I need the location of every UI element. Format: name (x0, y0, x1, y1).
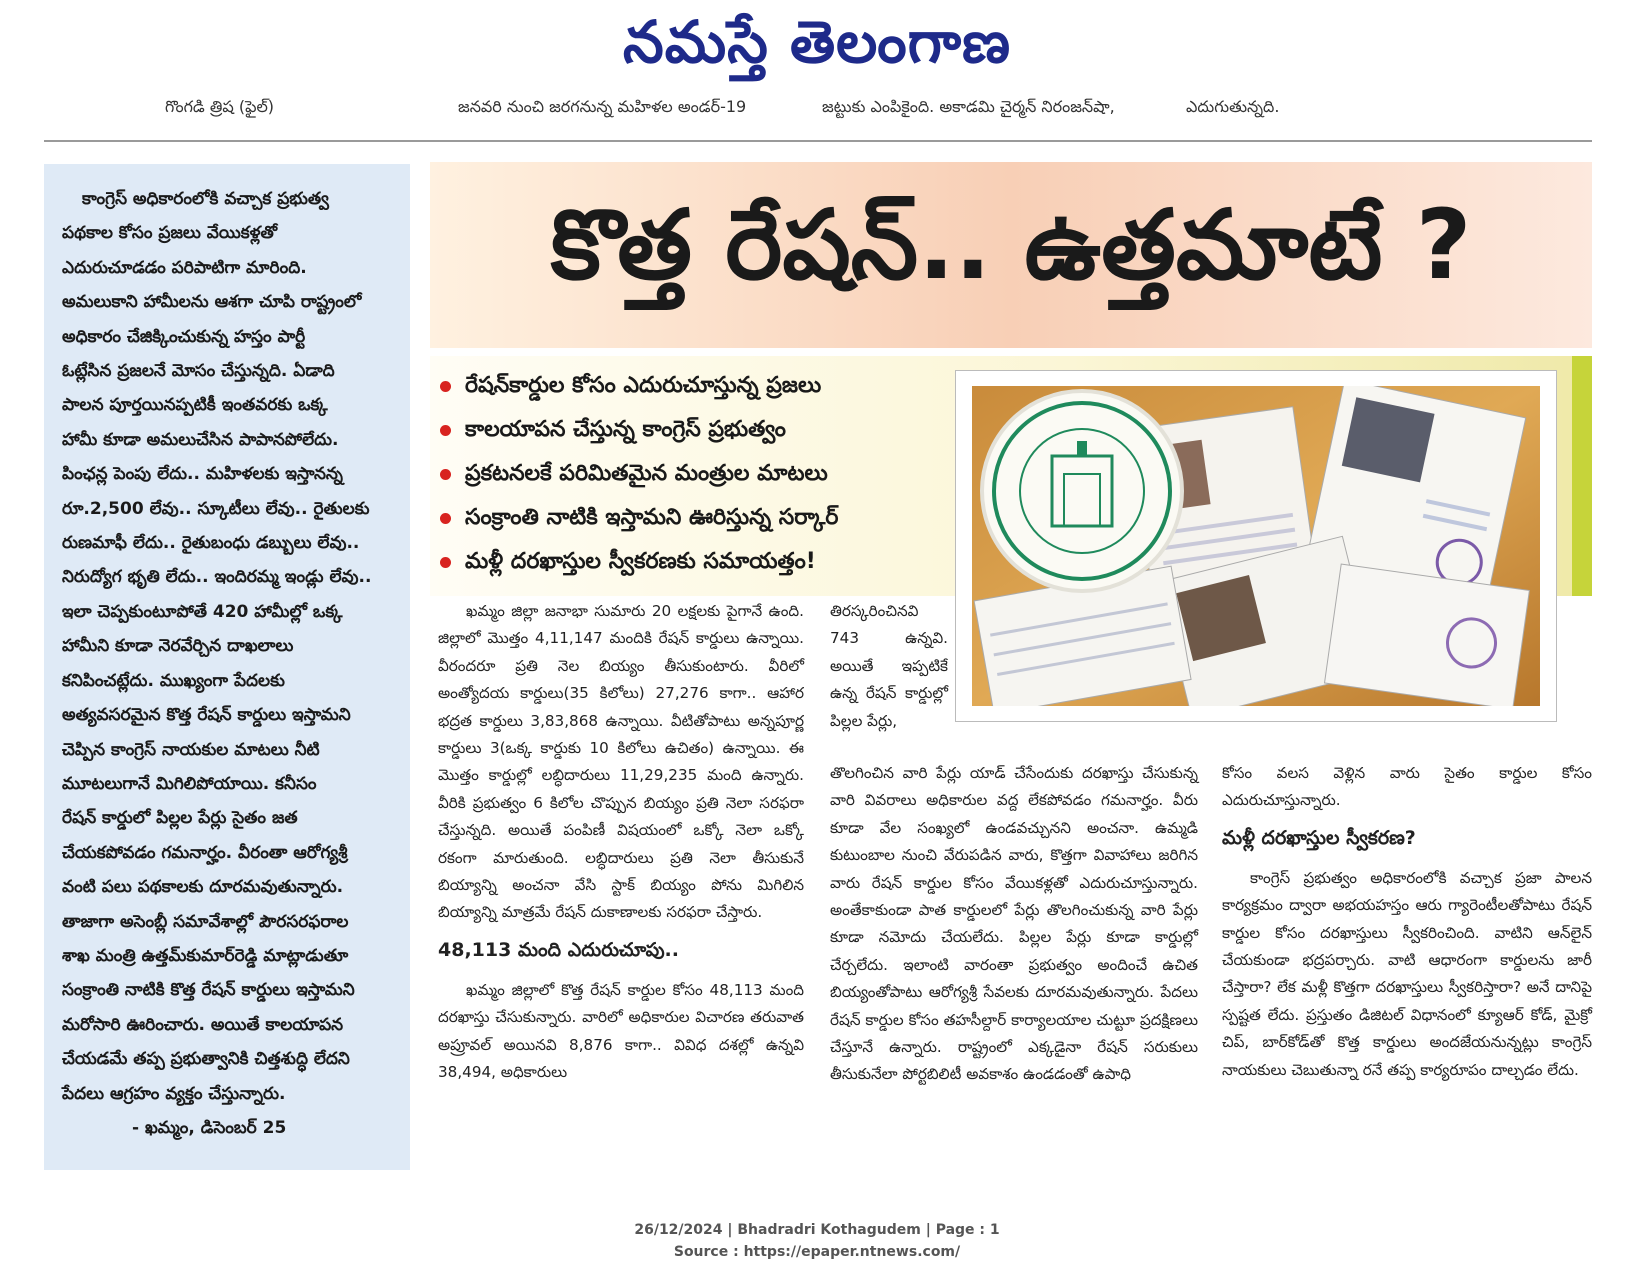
sidebar-line: అత్యవసరమైన కొత్త రేషన్ కార్డులు ఇస్తామని (62, 705, 351, 726)
sidebar-line: చేయడమే తప్ప ప్రభుత్వానికి చిత్తశుద్ధి లేదని (62, 1049, 350, 1070)
article-paragraph: కోసం వలస వెళ్లిన వారు సైతం కార్డుల కోసం ఎదురుచూస్తున్నారు. (1222, 764, 1592, 810)
highlight-item (440, 496, 960, 540)
highlight-item (440, 452, 960, 496)
article-paragraph: తిరస్కరించినవి 743 ఉన్నవి. అయితే ఇప్పటికే ఉన్న రేషన్ కార్డుల్లో పిల్లల పేర్లు, (830, 602, 948, 730)
highlight-text: సంక్రాంతి నాటికి ఇస్తామని ఊరిస్తున్న సర్కార్ (465, 505, 839, 530)
sidebar-line: రూ.2,500 లేవు.. స్కూటీలు లేవు.. రైతులకు (62, 498, 370, 519)
bullet-dot-icon (440, 469, 451, 480)
highlight-text: రేషన్‌కార్డుల కోసం ఎదురుచూస్తున్న ప్రజలు (465, 373, 822, 398)
highlight-text: ప్రకటనలకే పరిమితమైన మంత్రుల మాటలు (465, 461, 828, 486)
caption-strip-middle: జనవరి నుంచి జరగనున్న మహిళల అండర్-19 (458, 97, 747, 116)
sidebar-line: అధికారం చేజిక్కించుకున్న హస్తం పార్టీ (62, 326, 306, 347)
bullet-dot-icon (440, 557, 451, 568)
bullet-dot-icon (440, 381, 451, 392)
footer-source: Source : https://epaper.ntnews.com/ (673, 1244, 961, 1260)
article-paragraph: తొలగించిన వారి పేర్లు యాడ్ చేసేందుకు దరఖాస్తు చేసుకున్న వారి వివరాలు అధికారుల వద్ద లేకపోవడం గమనార్హం. వీరు కూడా వేల సంఖ్యలో ఉండవచ్చునని అంచనా. ఉమ్మడి కుటుంబాల నుంచి వేరుపడిన వారు, కొత్తగా వివాహాలు జరిగిన వారు రేషన్ కార్డుల కోసం వేయికళ్లతో ఎదురుచూస్తున్నారు. అంతేకాకుండా పాత కార్డులలో పేర్లు తొలగించుకున్న వారి పేర్లు కూడా నమోదు చేయలేదు. పిల్లల పేర్లు కూడా కార్డుల్లో చేర్చలేదు. ఇలాంటి వారంతా ప్రభుత్వం అందించే ఉచిత బియ్యంతోపాటు ఆరోగ్యశ్రీ సేవలకు దూరమవుతున్నారు. పేదలు రేషన్ కార్డుల కోసం తహసీల్దార్ కార్యాలయాల చుట్టూ ప్రదక్షిణలు చేస్తూనే ఉన్నారు. రాష్ట్రంలో ఎక్కడైనా రేషన్ సరుకులు తీసుకునేలా పోర్టబిలిటీ అవకాశం ఉండడంతో ఉపాధి (830, 764, 1198, 1084)
top-divider (44, 140, 1592, 142)
caption-strip-right: జట్టుకు ఎంపికైంది. అకాడమి చైర్మన్ నిరంజన్‌షా, (822, 97, 1115, 116)
article-column-3 (830, 760, 1198, 1089)
caption-strip-end: ఎదుగుతున్నది. (1186, 97, 1280, 116)
article-column-1 (438, 598, 804, 1087)
article-paragraph: ఖమ్మం జిల్లాలో కొత్త రేషన్ కార్డుల కోసం 48,113 మంది దరఖాస్తు చేసుకున్నారు. వారిలో అధికారుల విచారణ తరువాత అప్రూవల్ అయినవి 8,876 కాగా.. వివిధ దశల్లో ఉన్నవి 38,494, అధికారులు (438, 980, 804, 1082)
sidebar-line: సంక్రాంతి నాటికి కొత్త రేషన్ కార్డులు ఇస్తామని (62, 980, 355, 1001)
sidebar-line: తాజాగా అసెంబ్లీ సమావేశాల్లో పౌరసరఫరాల (62, 911, 349, 932)
highlight-item (440, 408, 960, 452)
article-paragraph: ఖమ్మం జిల్లా జనాభా సుమారు 20 లక్షలకు పైగానే ఉంది. జిల్లాలో మొత్తం 4,11,147 మందికి రేషన్ కార్డులు ఉన్నాయి. వీరందరూ ప్రతి నెల బియ్యం తీసుకుంటారు. వీరిలో అంత్యోదయ కార్డులు(35 కిలోలు) 27,276 కాగా.. ఆహార భద్రత కార్డులు 3,83,868 ఉన్నాయి. వీటితోపాటు అన్నపూర్ణ కార్డులు 3(ఒక్క కార్డుకు 10 కిలోలు ఉచితం) ఉన్నాయి. ఈ మొత్తం కార్డుల్లో లబ్ధిదారులు 11,29,235 మంది ఉన్నారు. వీరికి ప్రభుత్వం 6 కిలోల చొప్పున బియ్యం ప్రతి నెలా సరఫరా చేస్తున్నది. అయితే పంపిణీ విషయంలో ఒక్కో నెలా ఒక్కో రకంగా మారుతుంది. లబ్ధిదారులు ప్రతి నెలా తీసుకునే బియ్యాన్ని అంచనా వేసి స్టాక్ బియ్యం పోను మిగిలిన బియ్యాన్ని మాత్రమే రేషన్ దుకాణాలకు సరఫరా చేస్తారు. (438, 602, 804, 922)
sidebar-line: చెప్పిన కాంగ్రెస్ నాయకుల మాటలు నీటి (62, 739, 320, 760)
headline: కొత్త రేషన్.. ఉత్తమాటే ? (550, 189, 1472, 301)
sidebar-line: హామీని కూడా నెరవేర్చిన దాఖలాలు (62, 636, 294, 657)
sidebar-line: హామీ కూడా అమలుచేసిన పాపానపోలేదు. (62, 429, 339, 450)
sidebar-line: కాంగ్రెస్ అధికారంలోకి వచ్చాక ప్రభుత్వ (82, 189, 329, 209)
sidebar-line: రేషన్ కార్డులో పిల్లల పేర్లు సైతం జత (62, 808, 298, 829)
sidebar-line: పేదలు ఆగ్రహం వ్యక్తం చేస్తున్నారు. (62, 1083, 286, 1104)
sidebar-commentary (44, 164, 410, 1170)
masthead-logo: నమస్తే తెలంగాణ (623, 8, 1011, 76)
article-column-4 (1222, 760, 1592, 1084)
sidebar-line: రుణమాఫీ లేదు.. రైతుబంధు డబ్బులు లేవు.. (62, 533, 360, 554)
sidebar-line: పాలన పూర్తయినప్పటికీ ఇంతవరకు ఒక్క (62, 395, 328, 416)
highlight-item (440, 540, 960, 584)
highlight-item (440, 364, 960, 408)
sidebar-line: మరోసారి ఊరించారు. అయితే కాలయాపన (62, 1014, 344, 1035)
sidebar-dateline: - ఖమ్మం, డిసెంబర్ 25 (132, 1117, 287, 1138)
sidebar-text (62, 182, 396, 1111)
sidebar-line: వంటి పలు పథకాలకు దూరమవుతున్నారు. (62, 877, 344, 898)
subheading-applications: మళ్లీ దరఖాస్తుల స్వీకరణ? (1222, 826, 1416, 849)
article-column-2 (830, 598, 948, 735)
sidebar-line: కనిపించట్లేదు. ముఖ్యంగా పేదలకు (62, 670, 285, 691)
sidebar-line: చేయకపోవడం గమనార్హం. వీరంతా ఆరోగ్యశ్రీ (62, 842, 348, 863)
highlights-list (440, 364, 960, 584)
bullet-dot-icon (440, 513, 451, 524)
sidebar-line: అమలుకాని హామీలను ఆశగా చూపి రాష్ట్రంలో (62, 292, 362, 313)
sidebar-line: ఇలా చెప్పకుంటూపోతే 420 హామీల్లో ఒక్క (62, 601, 343, 622)
accent-bar (1572, 356, 1592, 596)
sidebar-line: శాఖ మంత్రి ఉత్తమ్‌కుమార్‌రెడ్డి మాట్లాడుతూ (62, 945, 349, 966)
sidebar-line: ఎదురుచూడడం పరిపాటిగా మారింది. (62, 257, 307, 278)
ration-cards-photo (972, 386, 1540, 706)
highlight-text: మళ్లీ దరఖాస్తుల స్వీకరణకు సమాయత్తం! (465, 549, 816, 574)
sidebar-line: నిరుద్యోగ భృతి లేదు.. ఇందిరమ్మ ఇండ్లు లేవు.. (62, 567, 372, 588)
footer-edition: 26/12/2024 | Bhadradri Kothagudem | Page : 1 (634, 1222, 1000, 1238)
subheading-48113: 48,113 మంది ఎదురుచూపు.. (438, 938, 679, 961)
article-paragraph: కాంగ్రెస్ ప్రభుత్వం అధికారంలోకి వచ్చాక ప్రజా పాలన కార్యక్రమం ద్వారా అభయహస్తం ఆరు గ్యారెంటీలతోపాటు రేషన్ కార్డుల కోసం దరఖాస్తులు స్వీకరించింది. వాటిని ఆన్‌లైన్ చేయకుండా భద్రపర్చారు. వాటి ఆధారంగా కార్డులను జారీ చేస్తారా? లేక మళ్లీ కొత్తగా దరఖాస్తులు స్వీకరిస్తారా? అనే దానిపై స్పష్టత లేదు. ప్రస్తుతం డిజిటల్ విధానంలో క్యూఆర్ కోడ్, మైక్రో చిప్, బార్‌కోడ్‌తో కొత్త కార్డులు అందజేయనున్నట్లు కాంగ్రెస్ నాయకులు చెబుతున్నా రనే తప్ప కార్యరూపం దాల్చడం లేదు. (1222, 868, 1592, 1079)
sidebar-line: పింఛన్ల పెంపు లేదు.. మహిళలకు ఇస్తానన్న (62, 464, 343, 485)
sidebar-line: ఓట్లేసిన ప్రజలనే మోసం చేస్తున్నది. ఏడాది (62, 361, 335, 382)
sidebar-line: పథకాల కోసం ప్రజలు వేయికళ్లతో (62, 223, 278, 244)
highlight-text: కాలయాపన చేస్తున్న కాంగ్రెస్ ప్రభుత్వం (465, 417, 786, 442)
photo-caption-left: గొంగడి త్రిష (ఫైల్) (165, 97, 275, 116)
bullet-dot-icon (440, 425, 451, 436)
sidebar-line: మూటలుగానే మిగిలిపోయాయి. కనీసం (62, 773, 317, 794)
